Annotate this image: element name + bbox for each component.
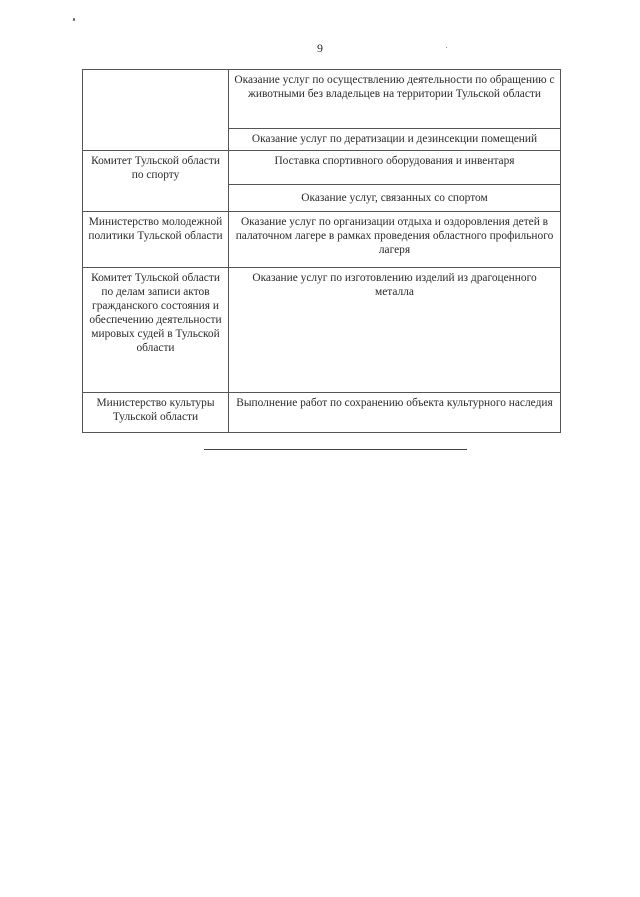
table-row <box>83 151 561 185</box>
department-cell <box>83 70 229 151</box>
end-of-document-rule <box>204 449 467 450</box>
service-cell: Оказание услуг по организации отдыха и оздоровления детей в палаточном лагере в рамках проведения областного профильного лагеря <box>229 212 561 268</box>
service-cell: Поставка спортивного оборудования и инвентаря <box>229 151 561 185</box>
scan-speck <box>73 18 75 21</box>
department-cell: Министерство молодежной политики Тульской области <box>83 212 229 268</box>
service-cell: Оказание услуг по изготовлению изделий из драгоценного металла <box>229 268 561 393</box>
table-row <box>83 212 561 268</box>
service-cell: Оказание услуг по осуществлению деятельности по обращению с животными без владельцев на территории Тульской области <box>229 70 561 129</box>
department-cell: Комитет Тульской области по спорту <box>83 151 229 212</box>
table-row <box>83 70 561 129</box>
procurement-table <box>82 69 561 433</box>
department-cell: Комитет Тульской области по делам записи актов гражданского состояния и обеспечению деятельности мировых судей в Тульской области <box>83 268 229 393</box>
service-cell: Выполнение работ по сохранению объекта культурного наследия <box>229 393 561 433</box>
page-number: 9 <box>317 41 323 55</box>
table-row <box>83 268 561 393</box>
service-cell: Оказание услуг, связанных со спортом <box>229 185 561 212</box>
table-row <box>83 393 561 433</box>
department-cell: Министерство культуры Тульской области <box>83 393 229 433</box>
service-cell: Оказание услуг по дератизации и дезинсекции помещений <box>229 129 561 151</box>
